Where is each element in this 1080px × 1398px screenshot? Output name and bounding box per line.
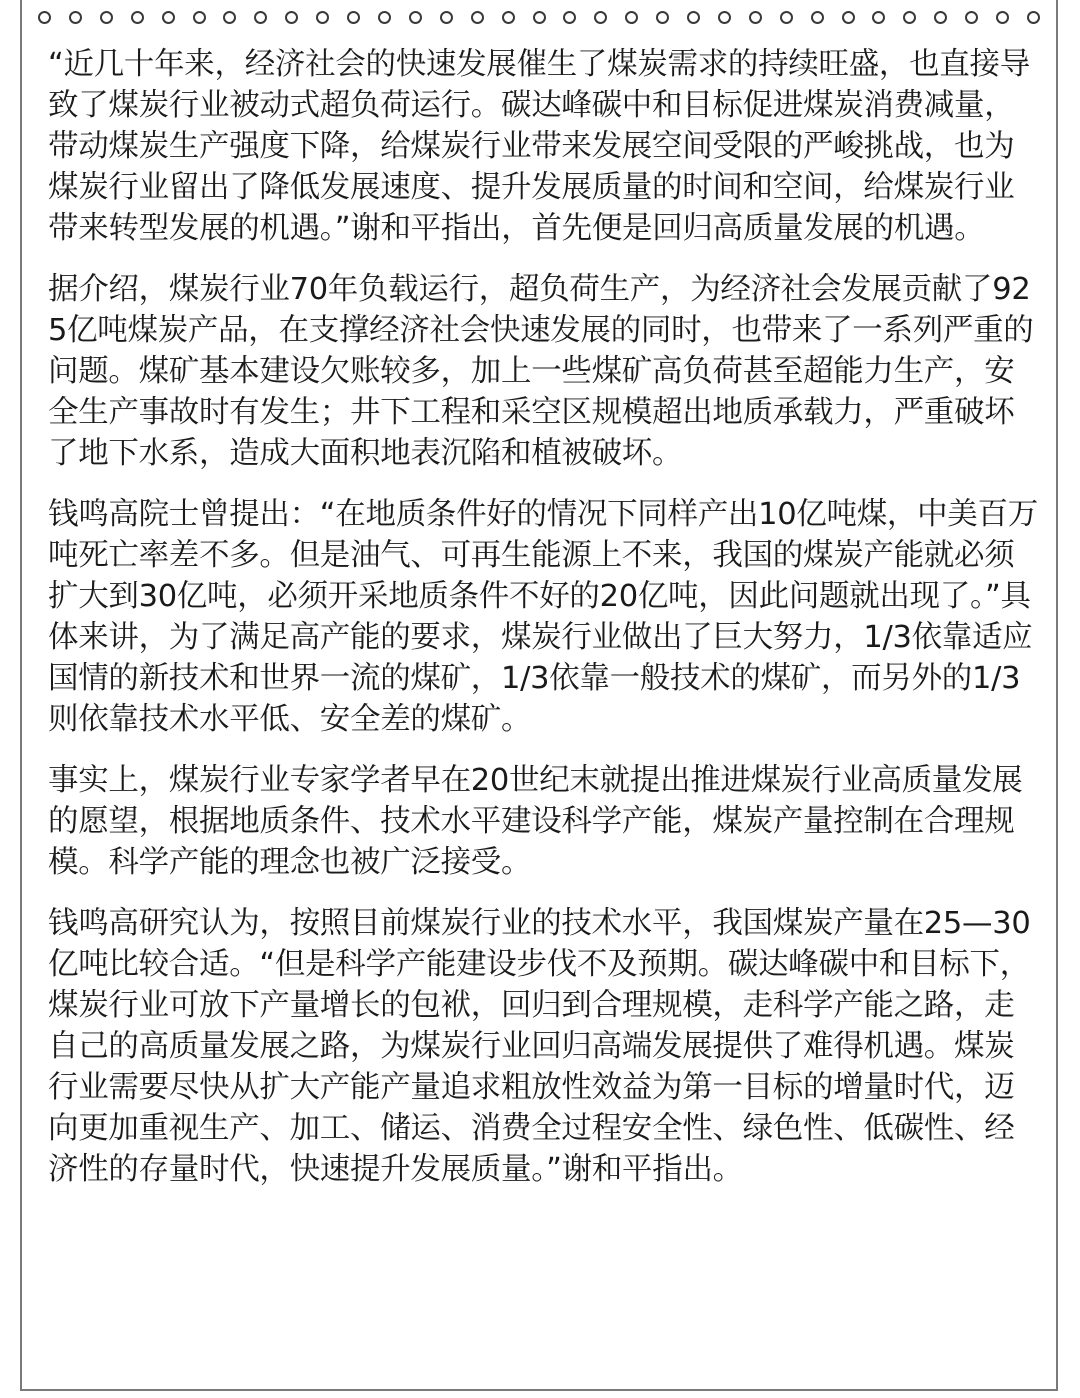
binder-ring-icon xyxy=(811,11,824,24)
binder-ring-icon xyxy=(625,11,638,24)
binder-ring-icon xyxy=(934,11,947,24)
article-paragraph-5: 钱鸣高研究认为，按照目前煤炭行业的技术水平，我国煤炭产量在25—30亿吨比较合适。“但是科学产能建设步伐不及预期。碳达峰碳中和目标下，煤炭行业可放下产量增长的包袱，回归到合理规模，走科学产能之路，走自己的高质量发展之路，为煤炭行业回归高端发展提供了难得机遇。煤炭行业需要尽快从扩大产能产量追求粗放性效益为第一目标的增量时代，迈向更加重视生产、加工、储运、消费全过程安全性、绿色性、低碳性、经济性的存量时代，快速提升发展质量。”谢和平指出。 xyxy=(48,906,1031,1187)
binder-ring-icon xyxy=(502,11,515,24)
binder-ring-icon xyxy=(594,11,607,24)
binder-ring-icon xyxy=(903,11,916,24)
binder-ring-icon xyxy=(69,11,82,24)
binder-ring-icon xyxy=(563,11,576,24)
binder-ring-icon xyxy=(749,11,762,24)
binder-ring-icon xyxy=(162,11,175,24)
binder-rings xyxy=(22,0,1056,34)
binder-ring-icon xyxy=(718,11,731,24)
binder-ring-icon xyxy=(285,11,298,24)
notebook-page xyxy=(20,0,1058,1391)
binder-ring-icon xyxy=(131,11,144,24)
article-paragraph-3: 钱鸣高院士曾提出：“在地质条件好的情况下同样产出10亿吨煤，中美百万吨死亡率差不多。但是油气、可再生能源上不来，我国的煤炭产能就必须扩大到30亿吨，必须开采地质条件不好的20亿吨，因此问题就出现了。”具体来讲，为了满足高产能的要求，煤炭行业做出了巨大努力，1/3依靠适应国情的新技术和世界一流的煤矿，1/3依靠一般技术的煤矿，而另外的1/3则依靠技术水平低、安全差的煤矿。 xyxy=(48,497,1038,737)
binder-ring-icon xyxy=(872,11,885,24)
article-paragraph-1: “近几十年来，经济社会的快速发展催生了煤炭需求的持续旺盛，也直接导致了煤炭行业被动式超负荷运行。碳达峰碳中和目标促进煤炭消费减量，带动煤炭生产强度下降，给煤炭行业带来发展空间受限的严峻挑战，也为煤炭行业留出了降低发展速度、提升发展质量的时间和空间，给煤炭行业带来转型发展的机遇。”谢和平指出，首先便是回归高质量发展的机遇。 xyxy=(48,47,1030,246)
binder-ring-icon xyxy=(687,11,700,24)
binder-ring-icon xyxy=(100,11,113,24)
binder-ring-icon xyxy=(347,11,360,24)
binder-ring-icon xyxy=(965,11,978,24)
binder-ring-icon xyxy=(254,11,267,24)
article-paragraph-2: 据介绍，煤炭行业70年负载运行，超负荷生产，为经济社会发展贡献了925亿吨煤炭产品，在支撑经济社会快速发展的同时，也带来了一系列严重的问题。煤矿基本建设欠账较多，加上一些煤矿高负荷甚至超能力生产，安全生产事故时有发生；井下工程和采空区规模超出地质承载力，严重破坏了地下水系，造成大面积地表沉陷和植被破坏。 xyxy=(48,272,1034,471)
binder-ring-icon xyxy=(1027,11,1040,24)
binder-ring-icon xyxy=(223,11,236,24)
binder-ring-icon xyxy=(409,11,422,24)
binder-ring-icon xyxy=(440,11,453,24)
binder-ring-icon xyxy=(780,11,793,24)
binder-ring-icon xyxy=(842,11,855,24)
binder-ring-icon xyxy=(38,11,51,24)
binder-ring-icon xyxy=(378,11,391,24)
binder-ring-icon xyxy=(316,11,329,24)
article-paragraph-4: 事实上，煤炭行业专家学者早在20世纪末就提出推进煤炭行业高质量发展的愿望，根据地质条件、技术水平建设科学产能，煤炭产量控制在合理规模。科学产能的理念也被广泛接受。 xyxy=(48,763,1023,880)
binder-ring-icon xyxy=(656,11,669,24)
binder-ring-icon xyxy=(471,11,484,24)
binder-ring-icon xyxy=(193,11,206,24)
binder-ring-icon xyxy=(996,11,1009,24)
article-body xyxy=(48,44,1038,1210)
binder-ring-icon xyxy=(533,11,546,24)
